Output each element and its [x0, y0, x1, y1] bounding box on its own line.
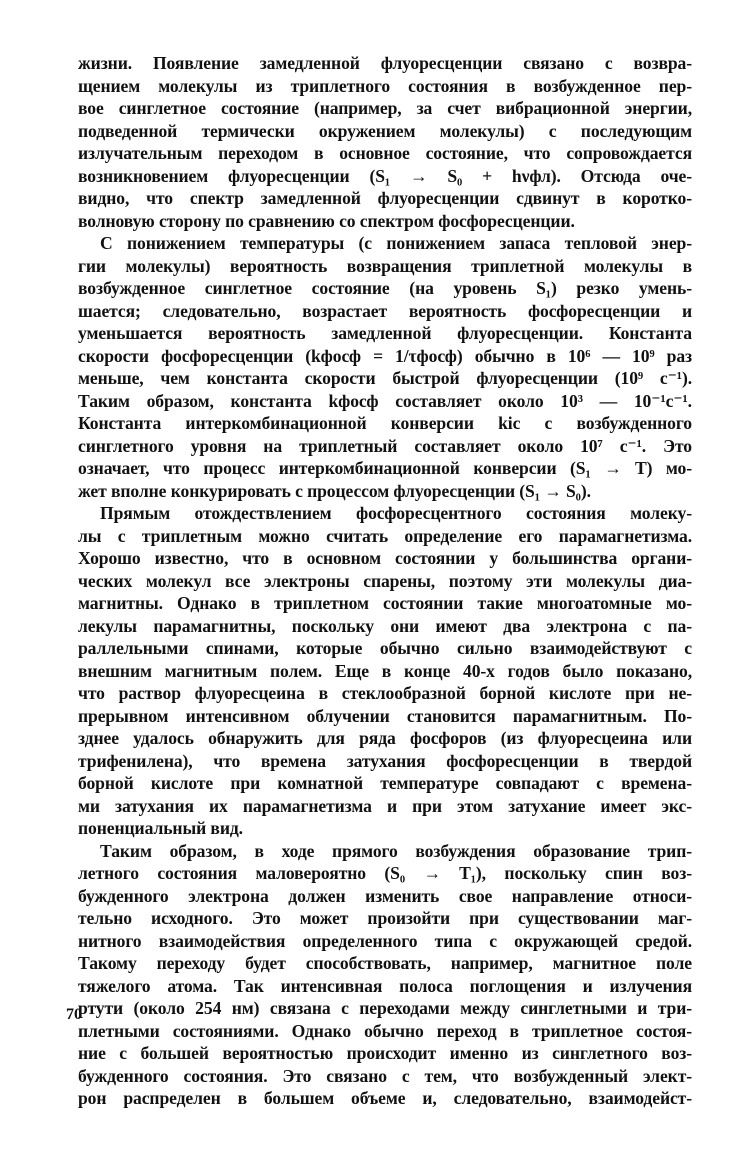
text-line: Таким образом, в ходе прямого возбуждения образование трип- [100, 840, 692, 861]
text-line: поненциальный вид. [78, 818, 243, 838]
page-number: 70 [66, 1006, 82, 1023]
paragraph-1 [78, 52, 692, 232]
text-line: ми затухания их парамагнетизма и при этом затухание имеет экс- [78, 795, 692, 816]
text-line: внешним магнитным полем. Еще в конце 40-х годов было показано, [78, 660, 692, 681]
text-line: бужденного состояния. Это связано с тем, что возбужденный элект- [78, 1065, 692, 1086]
paragraph-3 [78, 502, 692, 840]
text-line: тельно исходного. Это может произойти при существовании маг- [78, 908, 692, 928]
text-line: возникновением флуоресценции (S₁ → S₀ + hνфл). Отсюда оче- [78, 165, 692, 186]
text-line: раллельными спинами, которые обычно сильно взаимодействуют с [78, 638, 692, 658]
paragraph-4 [78, 840, 692, 1110]
text-line: прерывном интенсивном облучении становится парамагнитным. По- [78, 705, 692, 726]
text-line: Такому переходу будет способствовать, например, магнитное поле [78, 953, 692, 973]
text-line: бужденного электрона должен изменить свое направление относи- [78, 885, 692, 906]
text-line: жет вполне конкурировать с процессом флуоресценции (S₁ → S₀). [78, 480, 591, 501]
text-line: плетными состояниями. Однако обычно переход в триплетное состоя- [78, 1020, 692, 1041]
text-line: возбужденное синглетное состояние (на уровень S₁) резко умень- [78, 278, 692, 298]
text-line: лекулы парамагнитны, поскольку они имеют два электрона с па- [78, 615, 692, 636]
text-line: волновую сторону по сравнению со спектром фосфоресценции. [78, 210, 575, 231]
text-line: ртути (около 254 нм) связана с переходами между синглетными и три- [78, 998, 692, 1018]
text-line: С понижением температуры (с понижением запаса тепловой энер- [100, 233, 692, 253]
text-line: излучательным переходом в основное состояние, что сопровождается [78, 143, 692, 163]
text-line: Прямым отождествлением фосфоресцентного состояния молеку- [100, 503, 692, 523]
page-body-text [78, 52, 692, 1110]
text-line: Таким образом, константа kфосф составляет около 10³ — 10⁻¹с⁻¹. [78, 390, 692, 411]
text-line: щением молекулы из триплетного состояния в возбужденное пер- [78, 75, 692, 96]
text-line: синглетного уровня на триплетный составляет около 10⁷ с⁻¹. Это [78, 435, 692, 456]
text-line: тяжелого атома. Так интенсивная полоса поглощения и излучения [78, 975, 692, 996]
text-line: означает, что процесс интеркомбинационной конверсии (S₁ → T) мо- [78, 458, 692, 478]
text-line: борной кислоте при комнатной температуре совпадают с времена- [78, 773, 692, 793]
text-line: трифенилена), что времена затухания фосфоресценции в твердой [78, 750, 692, 771]
text-line: летного состояния маловероятно (S₀ → T₁), поскольку спин воз- [78, 863, 692, 883]
text-line: вое синглетное состояние (например, за счет вибрационной энергии, [78, 98, 692, 118]
text-line: подведенной термически окружением молекулы) с последующим [78, 120, 692, 141]
text-line: гии молекулы) вероятность возвращения триплетной молекулы в [78, 255, 692, 276]
text-line: что раствор флуоресцеина в стеклообразной борной кислоте при не- [78, 683, 692, 703]
paragraph-2 [78, 232, 692, 502]
text-line: Константа интеркомбинационной конверсии kic с возбужденного [78, 413, 692, 433]
text-line: шается; следовательно, возрастает вероятность фосфоресценции и [78, 300, 692, 321]
text-line: жизни. Появление замедленной флуоресценции связано с возвра- [78, 53, 692, 73]
text-line: нитного взаимодействия определенного типа с окружающей средой. [78, 930, 692, 951]
text-line: скорости фосфоресценции (kфосф = 1/τфосф) обычно в 10⁶ — 10⁹ раз [78, 345, 692, 366]
text-line: лы с триплетным можно считать определение его парамагнетизма. [78, 525, 692, 546]
text-line: зднее удалось обнаружить для ряда фосфоров (из флуоресцеина или [78, 728, 692, 748]
text-line: магнитны. Однако в триплетном состоянии такие многоатомные мо- [78, 593, 692, 613]
text-line: видно, что спектр замедленной флуоресценции сдвинут в коротко- [78, 188, 692, 208]
text-line: ческих молекул все электроны спарены, поэтому эти молекулы диа- [78, 570, 692, 591]
text-line: рон распределен в большем объеме и, следовательно, взаимодейст- [78, 1088, 692, 1108]
text-line: уменьшается вероятность замедленной флуоресценции. Константа [78, 323, 692, 343]
text-line: Хорошо известно, что в основном состоянии у большинства органи- [78, 548, 692, 568]
text-line: ние с большей вероятностью происходит именно из синглетного воз- [78, 1043, 692, 1063]
text-line: меньше, чем константа скорости быстрой флуоресценции (10⁹ с⁻¹). [78, 368, 692, 388]
